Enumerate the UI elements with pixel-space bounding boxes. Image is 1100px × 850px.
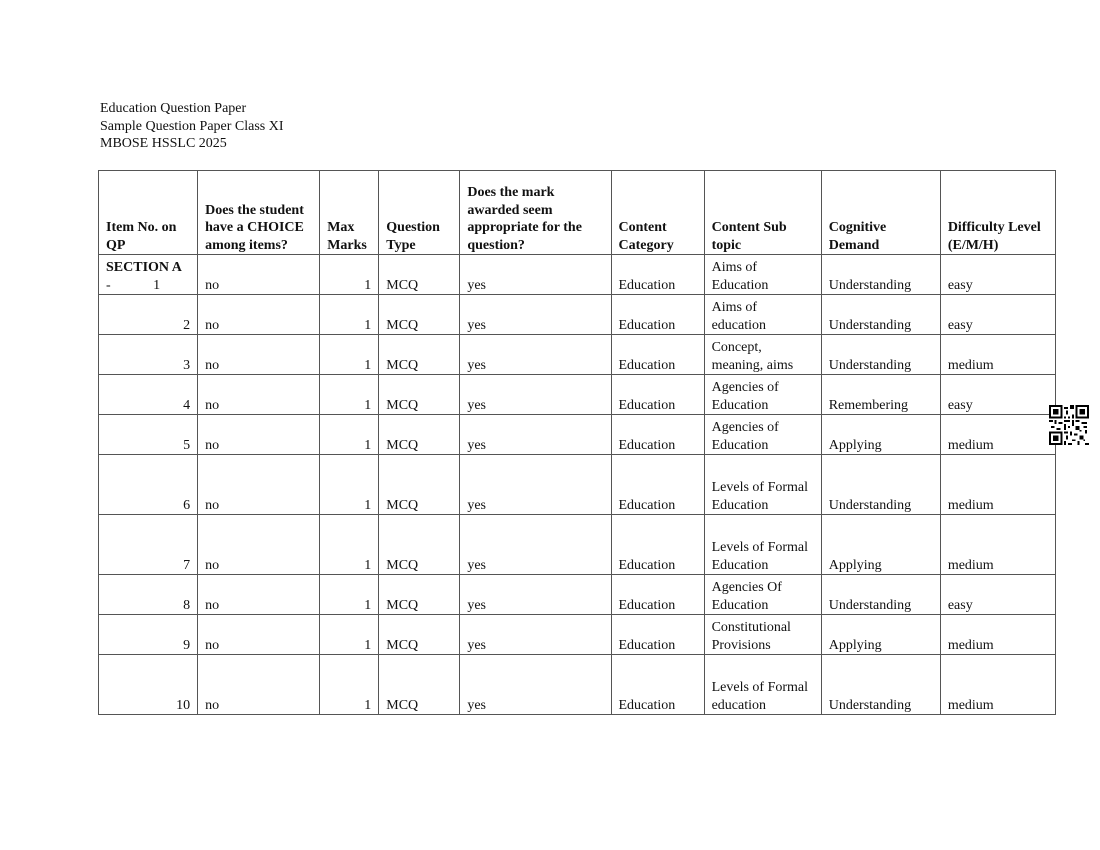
cell-content-category: Education [611,295,704,335]
doc-title: Education Question Paper [100,101,247,116]
cell-content-subtopic: Levels of Formal Education [704,515,821,575]
cell-content-category: Education [611,255,704,295]
cell-mark-appropriate: yes [460,575,611,615]
cell-choice: no [198,335,320,375]
cell-cognitive-demand: Understanding [821,655,940,715]
cell-item-no: 3 [99,335,198,375]
cell-item-no: 8 [99,575,198,615]
col-header-mark-appropriate: Does the mark awarded seem appropriate for the question? [460,171,611,255]
cell-cognitive-demand: Remembering [821,375,940,415]
cell-item-no [99,255,198,295]
cell-difficulty: medium [940,455,1055,515]
cell-difficulty: medium [940,515,1055,575]
cell-max-marks: 1 [320,655,379,715]
table-row [99,415,1056,455]
cell-choice: no [198,255,320,295]
cell-difficulty: easy [940,375,1055,415]
cell-cognitive-demand: Applying [821,415,940,455]
cell-content-subtopic: Agencies of Education [704,415,821,455]
table-row [99,575,1056,615]
cell-mark-appropriate: yes [460,515,611,575]
cell-question-type: MCQ [379,335,460,375]
cell-cognitive-demand: Understanding [821,335,940,375]
col-header-difficulty: Difficulty Level (E/M/H) [940,171,1055,255]
cell-item-no: 10 [99,655,198,715]
cell-difficulty: easy [940,255,1055,295]
cell-mark-appropriate: yes [460,615,611,655]
item-number: 1 [153,277,161,293]
col-header-choice: Does the student have a CHOICE among items? [198,171,320,255]
cell-content-category: Education [611,455,704,515]
cell-max-marks: 1 [320,455,379,515]
cell-mark-appropriate: yes [460,655,611,715]
cell-choice: no [198,415,320,455]
col-header-content-category: Content Category [611,171,704,255]
cell-item-no: 4 [99,375,198,415]
question-table [98,170,1056,715]
col-header-cognitive-demand: Cognitive Demand [821,171,940,255]
col-header-question-type: Question Type [379,171,460,255]
cell-max-marks: 1 [320,295,379,335]
table-row [99,615,1056,655]
cell-content-category: Education [611,415,704,455]
cell-max-marks: 1 [320,375,379,415]
document-header [100,100,284,153]
cell-question-type: MCQ [379,515,460,575]
cell-question-type: MCQ [379,615,460,655]
cell-cognitive-demand: Understanding [821,455,940,515]
table-row [99,255,1056,295]
col-header-item-no: Item No. on QP [99,171,198,255]
cell-mark-appropriate: yes [460,255,611,295]
cell-question-type: MCQ [379,655,460,715]
section-dash: - [106,277,111,293]
cell-difficulty: medium [940,615,1055,655]
col-header-content-subtopic: Content Sub topic [704,171,821,255]
cell-cognitive-demand: Understanding [821,295,940,335]
qr-code-icon [1049,405,1089,445]
cell-choice: no [198,515,320,575]
cell-cognitive-demand: Applying [821,615,940,655]
cell-question-type: MCQ [379,295,460,335]
cell-content-subtopic: Levels of Formal Education [704,455,821,515]
cell-max-marks: 1 [320,515,379,575]
cell-question-type: MCQ [379,415,460,455]
cell-content-subtopic: Agencies of Education [704,375,821,415]
table-header-row [99,171,1056,255]
cell-choice: no [198,655,320,715]
cell-mark-appropriate: yes [460,335,611,375]
cell-mark-appropriate: yes [460,375,611,415]
cell-difficulty: medium [940,415,1055,455]
cell-question-type: MCQ [379,575,460,615]
col-header-max-marks: Max Marks [320,171,379,255]
cell-content-subtopic: Aims of education [704,295,821,335]
cell-max-marks: 1 [320,575,379,615]
cell-difficulty: easy [940,575,1055,615]
cell-content-category: Education [611,335,704,375]
cell-choice: no [198,375,320,415]
cell-content-subtopic: Concept, meaning, aims [704,335,821,375]
cell-choice: no [198,615,320,655]
cell-content-category: Education [611,375,704,415]
cell-content-category: Education [611,515,704,575]
cell-content-subtopic: Levels of Formal education [704,655,821,715]
cell-content-category: Education [611,655,704,715]
table-row [99,515,1056,575]
cell-choice: no [198,455,320,515]
table-row [99,375,1056,415]
table-row [99,655,1056,715]
cell-max-marks: 1 [320,615,379,655]
cell-content-subtopic: Agencies Of Education [704,575,821,615]
cell-choice: no [198,575,320,615]
doc-board: MBOSE HSSLC 2025 [100,136,227,151]
cell-content-subtopic: Constitutional Provisions [704,615,821,655]
cell-choice: no [198,295,320,335]
cell-content-category: Education [611,615,704,655]
table-row [99,455,1056,515]
cell-cognitive-demand: Applying [821,515,940,575]
cell-difficulty: medium [940,335,1055,375]
cell-question-type: MCQ [379,455,460,515]
cell-item-no: 2 [99,295,198,335]
cell-item-no: 7 [99,515,198,575]
cell-cognitive-demand: Understanding [821,575,940,615]
cell-max-marks: 1 [320,415,379,455]
cell-question-type: MCQ [379,375,460,415]
cell-cognitive-demand: Understanding [821,255,940,295]
cell-difficulty: easy [940,295,1055,335]
cell-item-no: 6 [99,455,198,515]
cell-content-subtopic: Aims of Education [704,255,821,295]
cell-mark-appropriate: yes [460,295,611,335]
cell-question-type: MCQ [379,255,460,295]
cell-max-marks: 1 [320,255,379,295]
cell-difficulty: medium [940,655,1055,715]
first-item-line [106,277,190,295]
cell-item-no: 9 [99,615,198,655]
cell-content-category: Education [611,575,704,615]
cell-item-no: 5 [99,415,198,455]
section-label: SECTION A [106,260,182,275]
cell-mark-appropriate: yes [460,415,611,455]
table-row [99,335,1056,375]
table-row [99,295,1056,335]
doc-subtitle: Sample Question Paper Class XI [100,118,284,134]
cell-mark-appropriate: yes [460,455,611,515]
cell-max-marks: 1 [320,335,379,375]
